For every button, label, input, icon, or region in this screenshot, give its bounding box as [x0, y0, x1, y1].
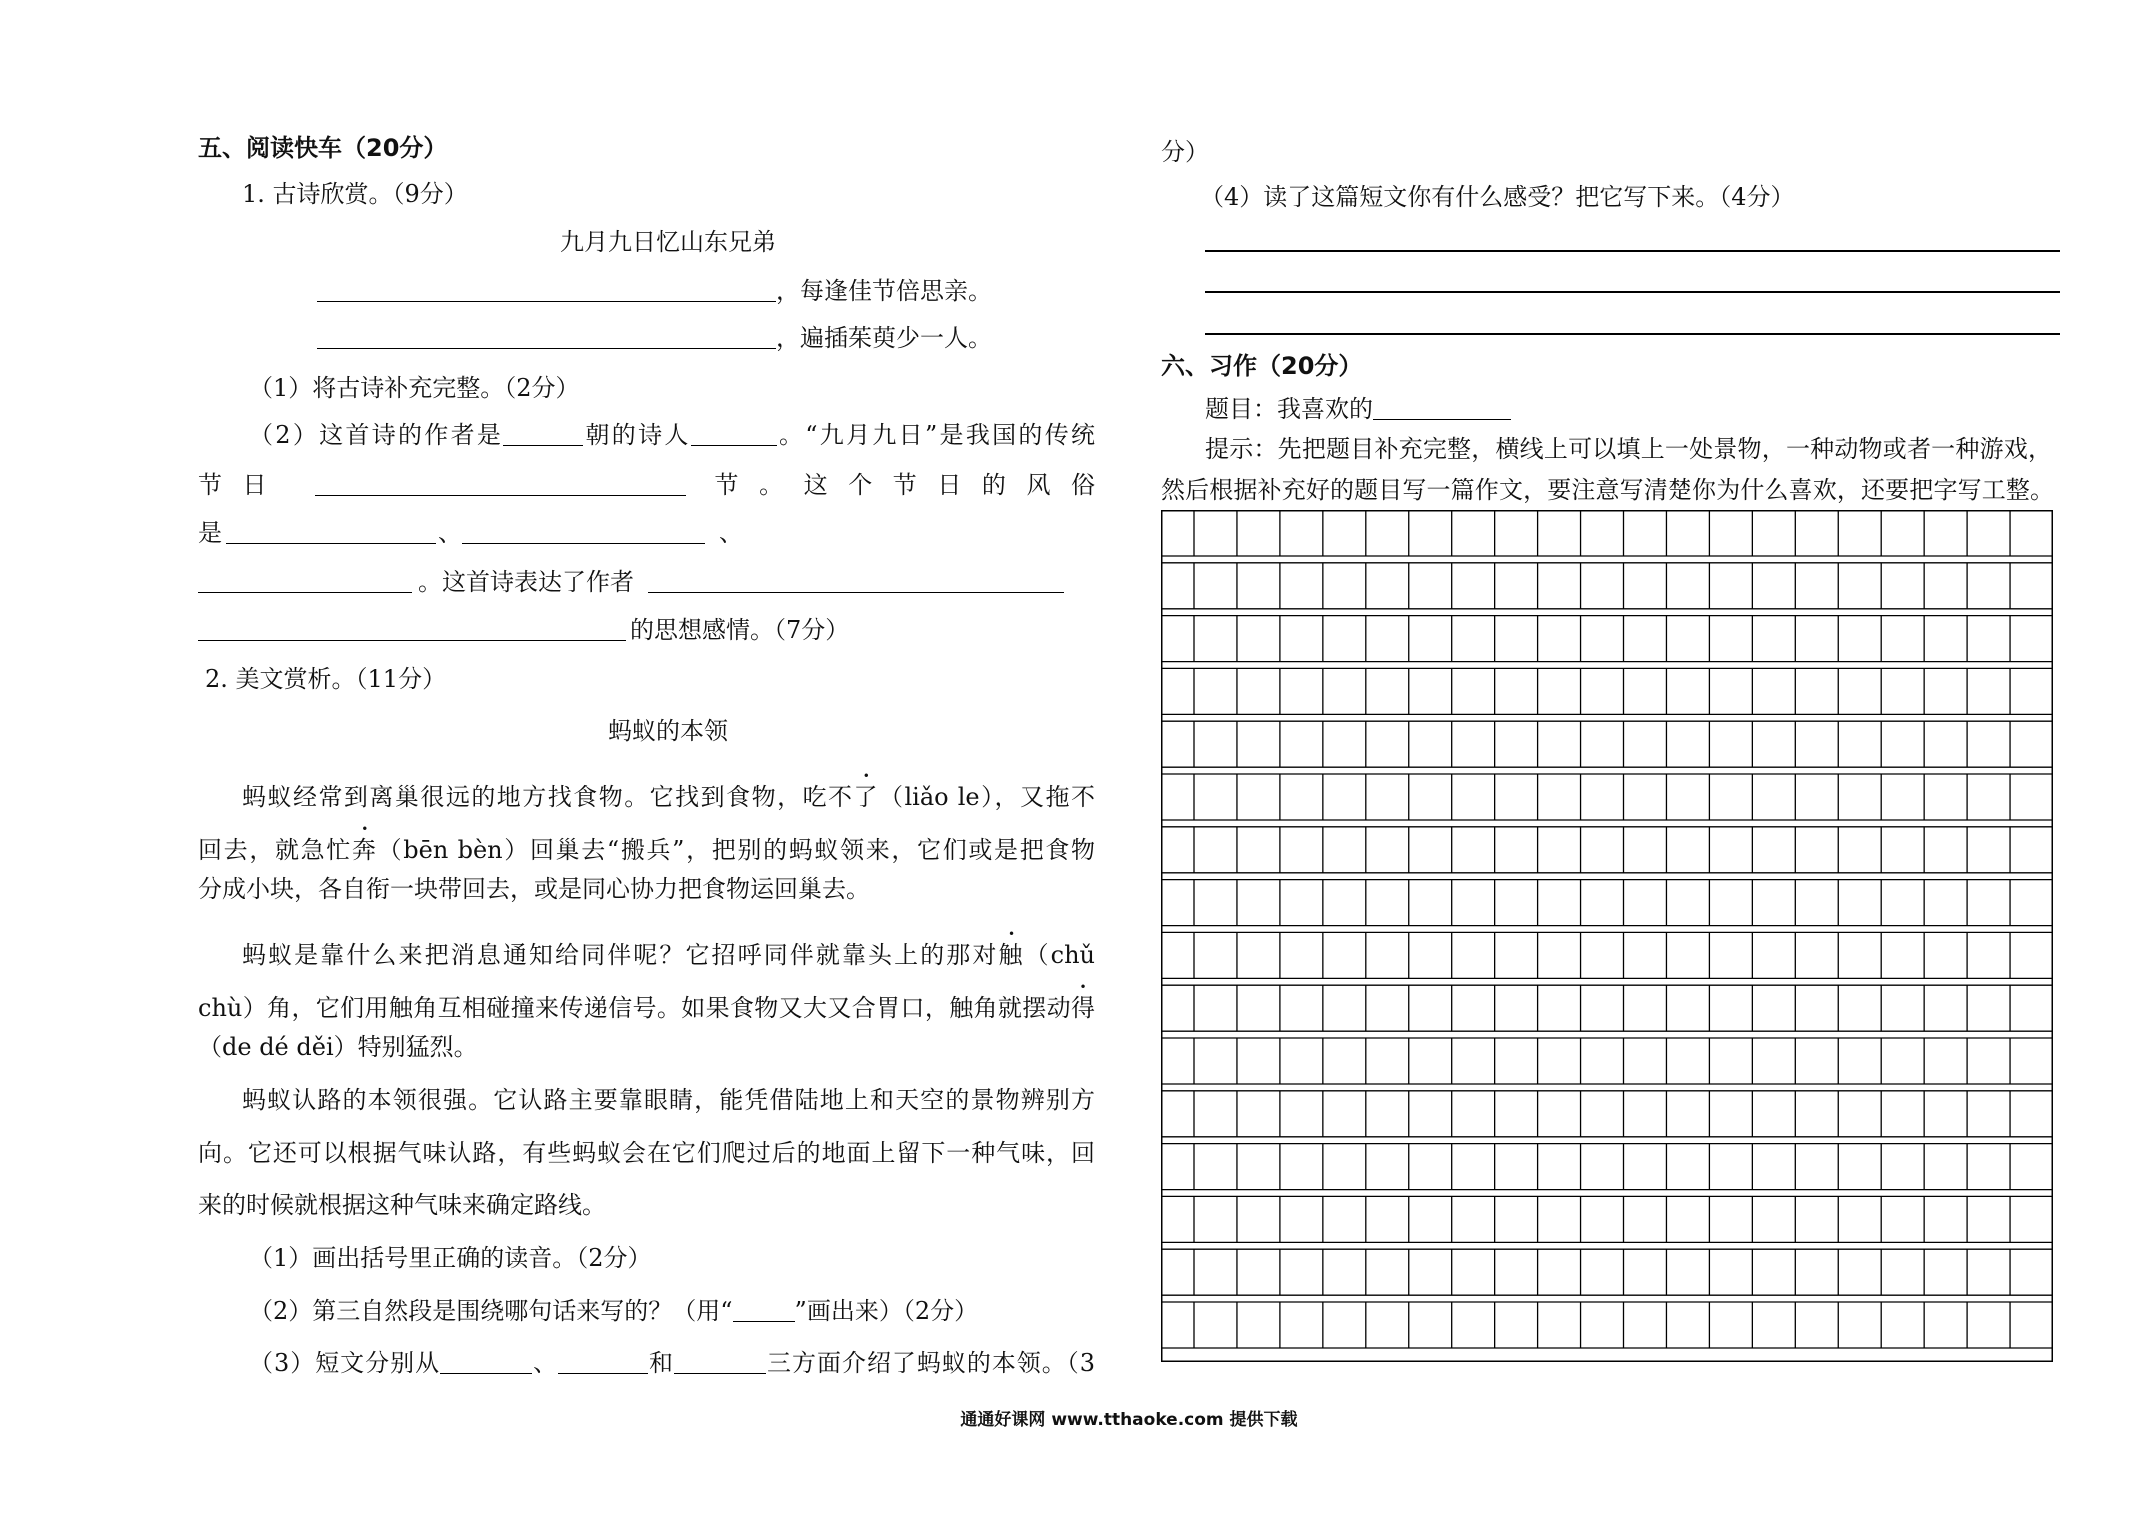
article-question-1: （1）画出括号里正确的读音。（2分）: [249, 1244, 652, 1272]
poem-heading: 1. 古诗欣赏。（9分）: [242, 180, 468, 208]
article-text: （bēn bèn）回巢去“搬兵”，把别的蚂蚁领来，它们或是把食物: [377, 836, 1096, 864]
answer-blank: [691, 424, 777, 446]
question-text: 。“九月九日”是我国的传统: [776, 421, 1095, 449]
answer-blank: [648, 571, 1064, 593]
article-title: 蚂蚁的本领: [608, 717, 728, 745]
answer-blank: [733, 1300, 795, 1322]
topic-label: 题目：我喜欢的: [1205, 395, 1373, 423]
answer-blank: [198, 571, 412, 593]
poem-line-1-text: ，每逢佳节倍思亲。: [776, 277, 992, 305]
answer-blank: [440, 1352, 532, 1374]
writing-grid: [1161, 510, 2053, 1362]
article-para-1-line-3: 分成小块，各自衔一块带回去，或是同心协力把食物运回巢去。: [198, 875, 870, 903]
article-text: chù）角，它们用触角互相碰撞来传递信号。如果食物又大又合胃口，触角就摆动: [198, 994, 1071, 1022]
question-text: 三方面介绍了蚂蚁的本领。（3: [766, 1349, 1096, 1377]
grid-row: [1161, 827, 2053, 873]
grid-row: [1161, 1196, 2053, 1242]
article-text: 蚂蚁经常到离巢很远的地方找食物。它找到食物，吃不: [242, 783, 854, 811]
grid-row: [1161, 668, 2053, 714]
answer-line: [1205, 333, 2060, 335]
section-5-title: 五、阅读快车（20分）: [198, 134, 448, 162]
article-heading: 2. 美文赏析。（11分）: [205, 665, 447, 693]
grid-row: [1161, 880, 2053, 926]
separator: 、: [532, 1349, 559, 1377]
answer-blank: [1373, 398, 1511, 420]
grid-row: [1161, 985, 2053, 1031]
grid-row: [1161, 616, 2053, 662]
article-para-1-line-2: [198, 822, 1096, 864]
grid-row: [1161, 1249, 2053, 1295]
grid-row: [1161, 510, 2053, 556]
separator: 和: [648, 1349, 675, 1377]
answer-blank: [198, 619, 626, 641]
article-text: 回去，就急忙: [198, 836, 352, 864]
poem-line-2: [317, 323, 992, 353]
answer-blank: [558, 1352, 648, 1374]
grid-row: [1161, 1091, 2053, 1137]
answer-blank: [315, 474, 686, 496]
answer-blank: [226, 522, 436, 544]
article-para-1-line-1: [242, 769, 1095, 811]
grid-row: [1161, 1038, 2053, 1084]
question-text: 是: [198, 519, 222, 547]
poem-question-1: （1）将古诗补充完整。（2分）: [249, 374, 580, 402]
answer-line: [1205, 291, 2060, 293]
poem-question-2-line-1: [249, 420, 1095, 450]
article-question-2: [249, 1296, 978, 1326]
composition-topic: [1205, 394, 1511, 424]
article-question-3: [249, 1348, 1095, 1378]
poem-question-2-line-2: [198, 470, 1095, 500]
section-6-title: 六、习作（20分）: [1161, 352, 1363, 380]
article-para-2-line-1: [242, 927, 1096, 969]
grid-row: [1161, 774, 2053, 820]
emphasized-char: 奔: [351, 836, 378, 864]
emphasized-char: 得: [1071, 994, 1095, 1022]
article-para-2-line-2: [198, 980, 1095, 1022]
grid-row: [1161, 1144, 2053, 1190]
emphasized-char: 了: [853, 783, 880, 811]
grid-border: [1162, 511, 2053, 1362]
answer-blank: [503, 424, 583, 446]
question-text: 朝的诗人: [583, 421, 691, 449]
article-text: （liǎo le），又拖不: [879, 783, 1095, 811]
grid-row: [1161, 563, 2053, 609]
poem-line-2-text: ，遍插茱萸少一人。: [776, 324, 992, 352]
article-text: （chǔ: [1024, 941, 1096, 969]
question-text: 节。这个节日的风俗: [714, 471, 1096, 499]
answer-blank: [317, 280, 776, 302]
poem-question-2-line-5: [198, 615, 849, 645]
footer-credit: 通通好课网 www.tthaoke.com 提供下载: [960, 1410, 1298, 1430]
answer-blank: [462, 522, 705, 544]
question-text: 的思想感情。（7分）: [630, 616, 850, 644]
article-para-2-line-3: （de dé děi）特别猛烈。: [198, 1033, 478, 1061]
article-question-3-continued: 分）: [1161, 138, 1209, 166]
question-text: （2）这首诗的作者是: [249, 421, 504, 449]
question-text: （3）短文分别从: [249, 1349, 441, 1377]
emphasized-char: 触: [998, 941, 1025, 969]
article-question-4: （4）读了这篇短文你有什么感受？把它写下来。（4分）: [1200, 183, 1795, 211]
answer-blank: [317, 327, 776, 349]
answer-line: [1205, 250, 2060, 252]
grid-row: [1161, 932, 2053, 978]
grid-row: [1161, 1302, 2053, 1348]
answer-blank: [674, 1352, 766, 1374]
separator: 、: [719, 519, 743, 547]
article-para-3-line-3: 来的时候就根据这种气味来确定路线。: [198, 1191, 606, 1219]
question-text: ”画出来）（2分）: [794, 1297, 979, 1325]
grid-row: [1161, 721, 2053, 767]
article-para-3-line-1: 蚂蚁认路的本领很强。它认路主要靠眼睛，能凭借陆地上和天空的景物辨别方: [242, 1086, 1095, 1114]
article-para-3-line-2: 向。它还可以根据气味认路，有些蚂蚁会在它们爬过后的地面上留下一种气味，回: [198, 1139, 1095, 1167]
composition-hint-line-1: 提示：先把题目补充完整，横线上可以填上一处景物，一种动物或者一种游戏，: [1205, 435, 2052, 463]
question-text: （2）第三自然段是围绕哪句话来写的？（用“: [249, 1297, 733, 1325]
composition-hint-line-2: 然后根据补充好的题目写一篇作文，要注意写清楚你为什么喜欢，还要把字写工整。: [1161, 476, 2054, 504]
article-text: 蚂蚁是靠什么来把消息通知给同伴呢？它招呼同伴就靠头上的那对: [242, 941, 999, 969]
poem-question-2-line-3: [198, 518, 743, 548]
question-text: 。这首诗表达了作者: [418, 568, 634, 596]
separator: 、: [438, 519, 462, 547]
question-text: 节日: [198, 471, 288, 499]
poem-question-2-line-4: [198, 567, 1064, 597]
poem-title: 九月九日忆山东兄弟: [560, 228, 776, 256]
poem-line-1: [317, 276, 992, 306]
